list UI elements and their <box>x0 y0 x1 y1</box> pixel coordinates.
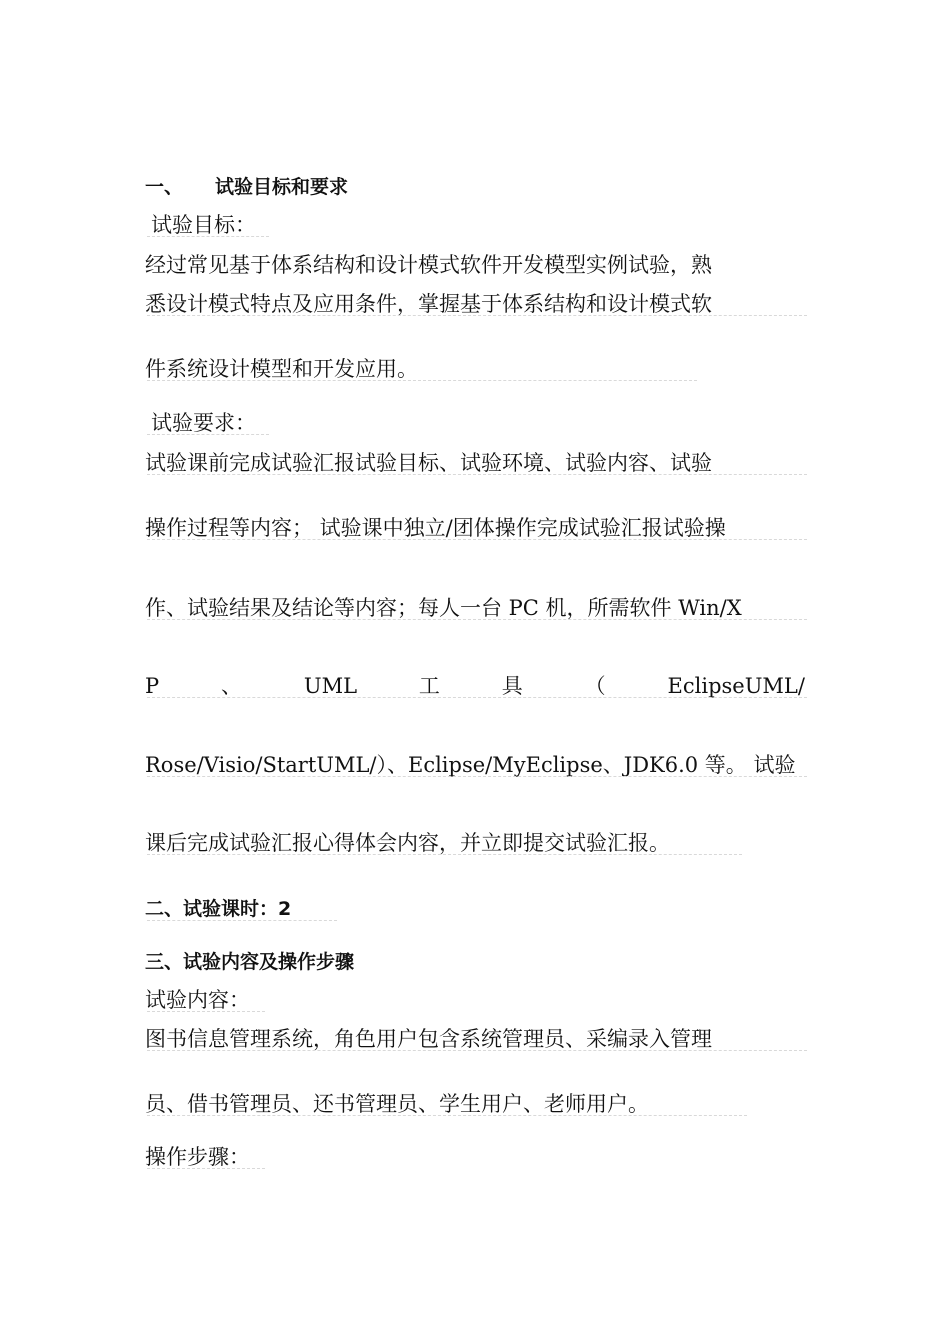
section-1-number: 一、 <box>145 176 184 198</box>
content-line-2: 员、借书管理员、还书管理员、学生用户、老师用户。 <box>145 1092 649 1116</box>
goal-line-1: 经过常见基于体系结构和设计模式软件开发模型实例试验，熟 <box>145 253 712 277</box>
req-word: 工 <box>418 674 440 698</box>
steps-label: 操作步骤： <box>145 1145 250 1169</box>
section-2-heading: 二、试验课时：2 <box>145 898 292 920</box>
req-line-6: 课后完成试验汇报心得体会内容，并立即提交试验汇报。 <box>145 831 670 855</box>
goal-line-2: 悉设计模式特点及应用条件，掌握基于体系结构和设计模式软 <box>145 292 712 316</box>
req-word: 、 <box>221 674 243 698</box>
req-line-3: 作、试验结果及结论等内容；每人一台 PC 机，所需软件 Win/X <box>145 596 742 620</box>
section-3-heading: 三、试验内容及操作步骤 <box>145 951 355 973</box>
req-word: （ <box>584 674 606 698</box>
content-label: 试验内容： <box>145 988 250 1012</box>
goal-label: 试验目标： <box>151 213 256 237</box>
req-label: 试验要求： <box>151 411 256 435</box>
req-line-2: 操作过程等内容； 试验课中独立/团体操作完成试验汇报试验操 <box>145 516 726 540</box>
req-word: UML <box>303 674 358 698</box>
section-1-heading <box>145 173 348 201</box>
req-word: 具 <box>501 674 523 698</box>
goal-line-3: 件系统设计模型和开发应用。 <box>145 357 418 381</box>
content-line-1: 图书信息管理系统，角色用户包含系统管理员、采编录入管理 <box>145 1027 712 1051</box>
req-line-4 <box>145 672 805 700</box>
req-word: EclipseUML/ <box>667 674 805 698</box>
req-word: P <box>145 674 160 698</box>
req-line-5: Rose/Visio/StartUML/）、Eclipse/MyEclipse、JDK6.0 等。 试验 <box>145 753 796 777</box>
req-line-1: 试验课前完成试验汇报试验目标、试验环境、试验内容、试验 <box>145 451 712 475</box>
section-1-title: 试验目标和要求 <box>215 176 349 198</box>
